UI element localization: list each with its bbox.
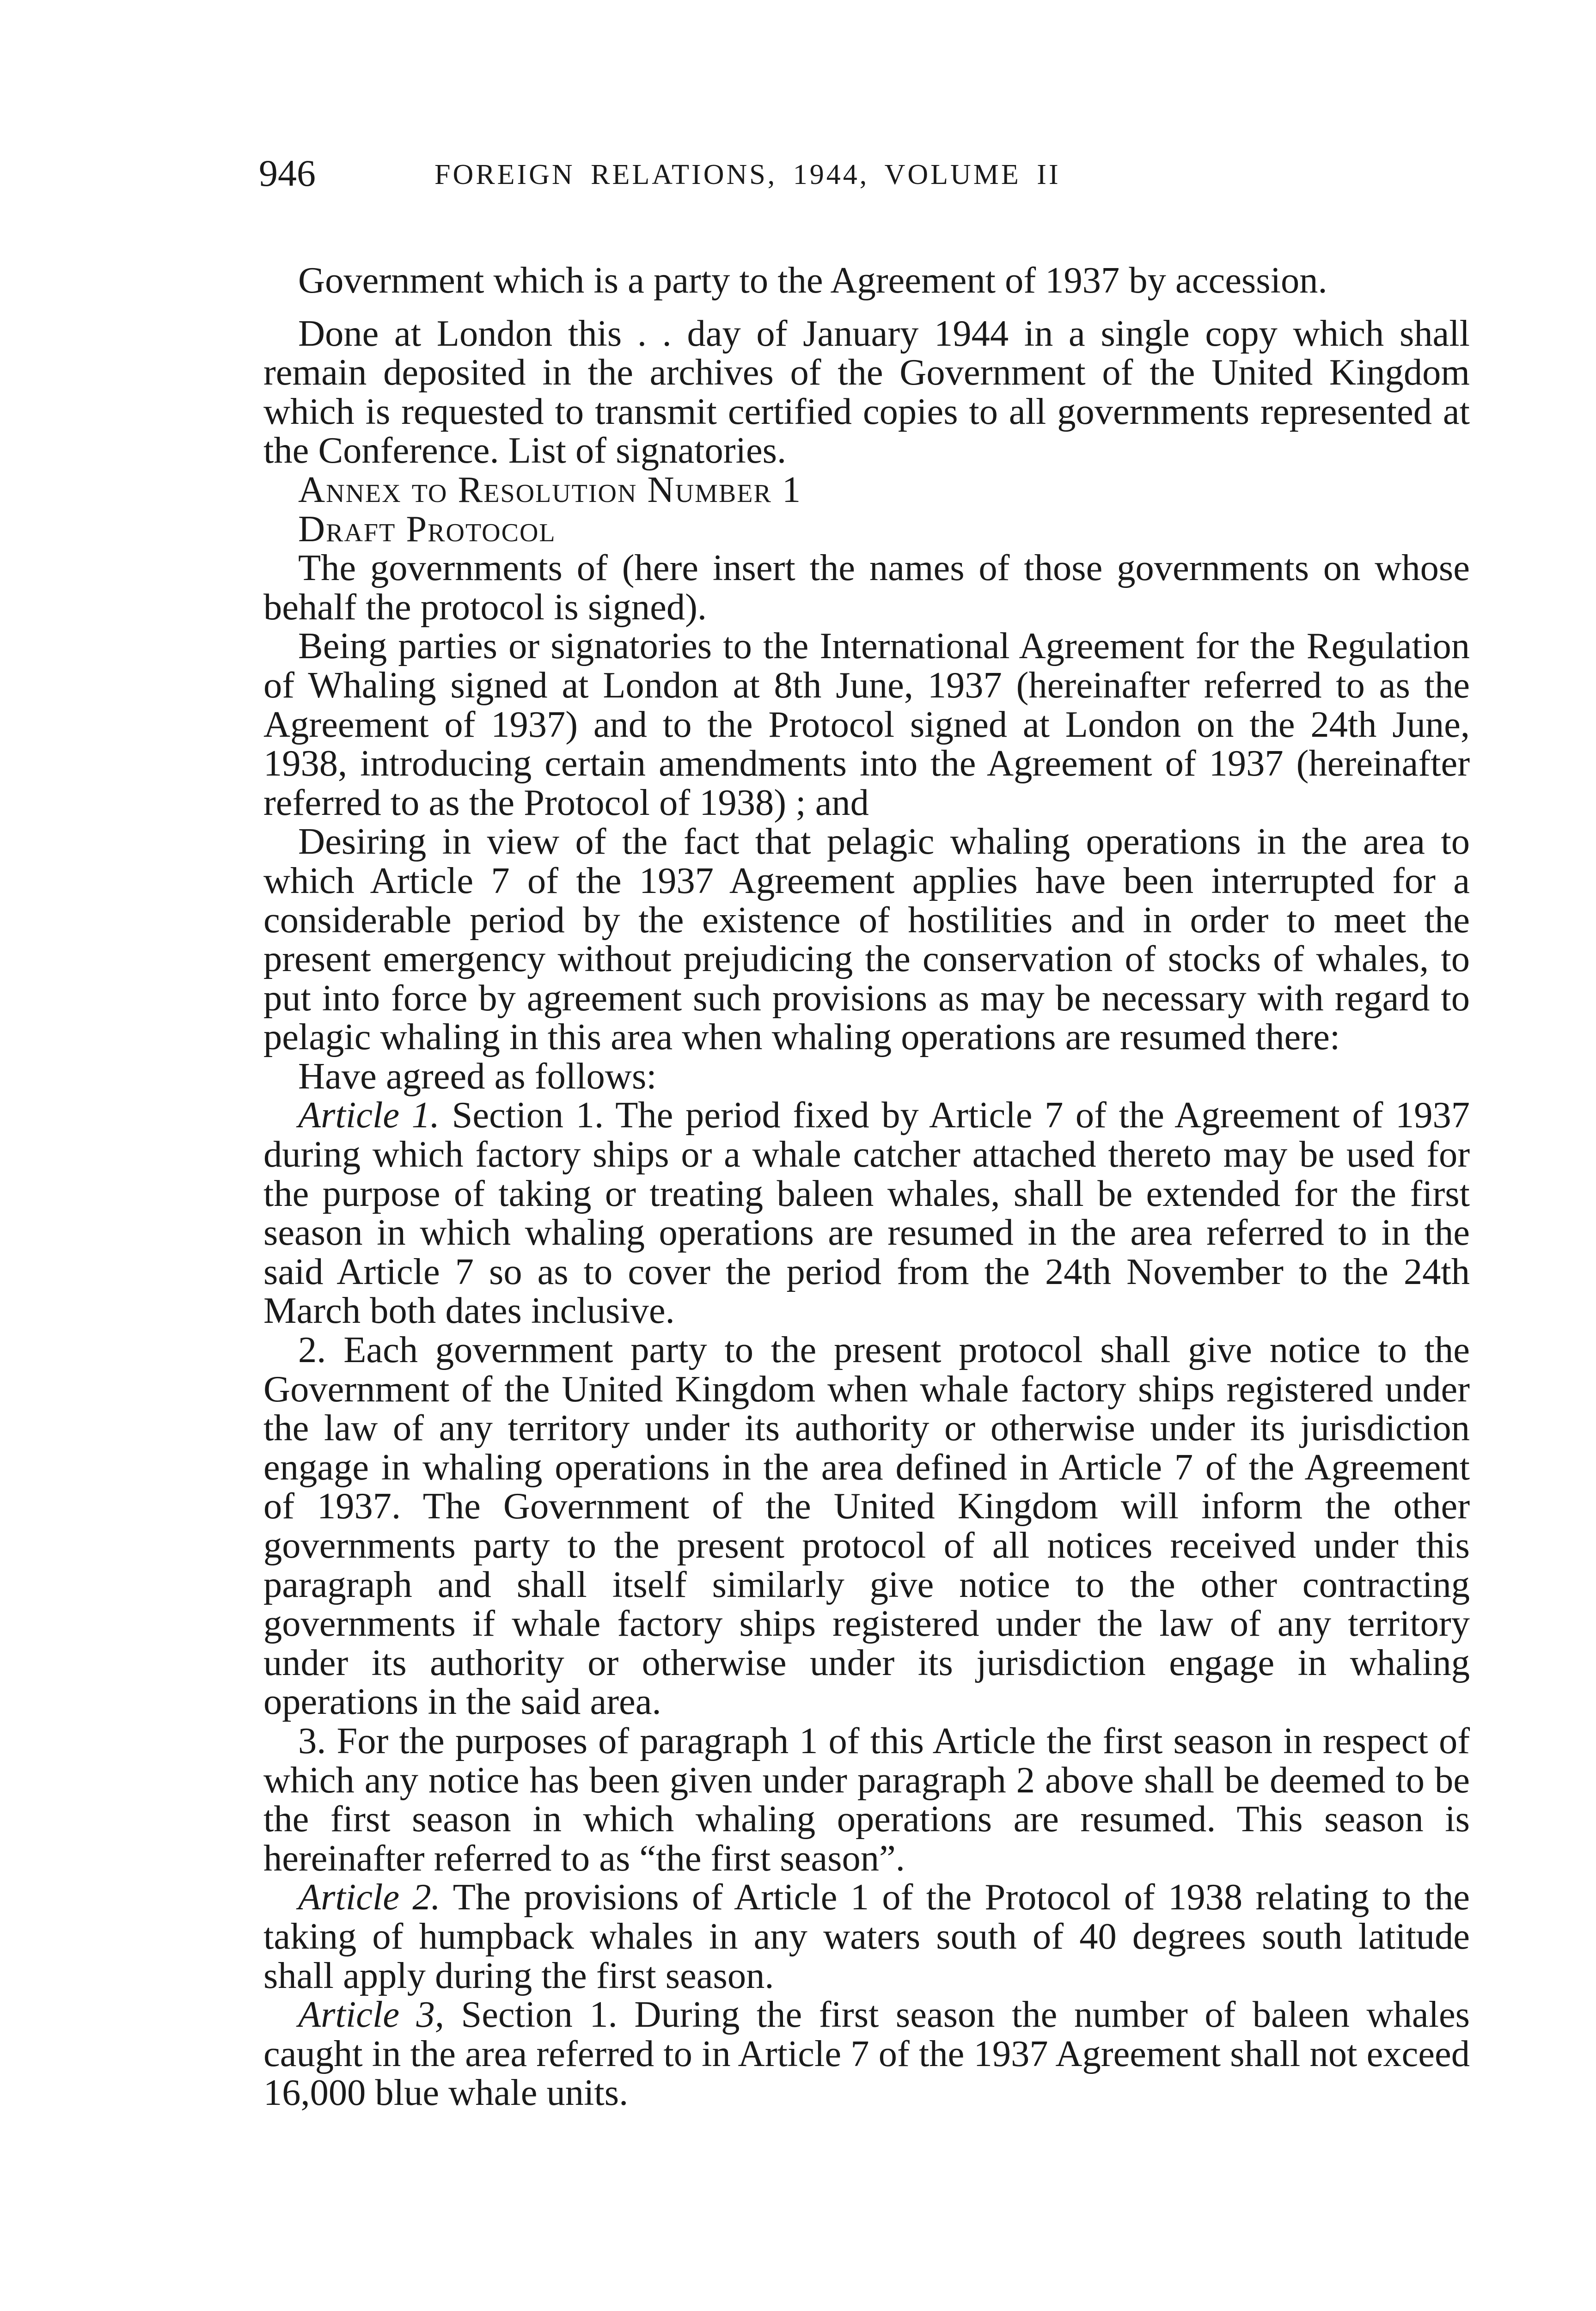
draft-protocol-heading [263, 510, 1470, 549]
page-header [259, 148, 1461, 203]
article-2-text: The provisions of Article 1 of the Protocol of 1938 relating to the taking of humpback whales in any waters south of 40 degrees south latitude shall apply during the first season. [263, 1877, 1470, 1996]
draft-protocol-heading-text: Draft Protocol [298, 508, 556, 550]
paragraph-section-3: 3. For the purposes of paragraph 1 of this Article the first season in respect of which any notice has been given under paragraph 2 above shall be deemed to be the first season in which whaling operations are resumed. This season is hereinafter referred to as “the first season”. [263, 1720, 1470, 1879]
paragraph-article-2 [263, 1878, 1470, 1995]
paragraph-being-parties: Being parties or signatories to the International Agreement for the Regulation of Whaling signed at London at 8th June, 1937 (hereinafter referred to as the Agreement of 1937) and to the Protocol signed at London on the 24th June, 1938, introducing certain amendments into the Agreement of 1937 (hereinafter referred to as the Protocol of 1938) ; and [263, 625, 1470, 823]
document-body [263, 261, 1470, 2113]
article-1-text: Section 1. The period fixed by Article 7 of the Agreement of 1937 during which factory ships or a whale catcher attached thereto may be used for the purpose of taking or treating baleen whales, shall be extended for the first season in which whaling operations are resumed in the area referred to in the said Article 7 so as to cover the period from the 24th November to the 24th March both dates inclusive. [263, 1094, 1470, 1332]
paragraph-done-at-london: Done at London this . . day of January 1944 in a single copy which shall remain deposited in the archives of the Government of the United Kingdom which is requested to transmit certified copies to all governments represented at the Conference. List of signatories. [263, 312, 1470, 471]
paragraph-have-agreed: Have agreed as follows: [298, 1055, 657, 1097]
page-number: 946 [259, 152, 316, 194]
article-1-label: Article 1. [298, 1094, 440, 1136]
annex-heading [263, 471, 1470, 510]
annex-heading-text: Annex to Resolution Number 1 [298, 469, 802, 510]
paragraph-section-2: 2. Each government party to the present protocol shall give notice to the Government of the United Kingdom when whale factory ships registered under the law of any territory under its authority or otherwise under its jurisdiction engage in whaling operations in the area defined in Article 7 of the Agreement of 1937. The Government of the United Kingdom will inform the other governments party to the present protocol of all notices received under this paragraph and shall itself similarly give notice to the other contracting governments if whale factory ships registered under the law of any territory under its authority or otherwise under its jurisdiction engage in whaling operations in the said area. [263, 1329, 1470, 1723]
paragraph-desiring: Desiring in view of the fact that pelagic whaling operations in the area to which Article 7 of the 1937 Agreement applies have been interrupted for a considerable period by the existence of hostilities and in order to meet the present emergency without prejudicing the conservation of stocks of whales, to put into force by agreement such provisions as may be necessary with regard to pelagic whaling in this area when whaling operations are resumed there: [263, 821, 1470, 1058]
article-3-label: Article 3, [298, 1994, 444, 2036]
paragraph-continuation: Government which is a party to the Agreement of 1937 by accession. [298, 260, 1327, 301]
running-head: FOREIGN RELATIONS, 1944, VOLUME II [434, 159, 1061, 190]
article-3-text: Section 1. During the first season the number of baleen whales caught in the area referred to in Article 7 of the 1937 Agreement shall not exceed 16,000 blue whale units. [263, 1994, 1470, 2114]
article-2-label: Article 2. [298, 1877, 440, 1918]
paragraph-article-1 [263, 1096, 1470, 1331]
paragraph-governments: The governments of (here insert the names of those governments on whose behalf the protocol is signed). [263, 547, 1470, 628]
paragraph-article-3 [263, 1995, 1470, 2113]
